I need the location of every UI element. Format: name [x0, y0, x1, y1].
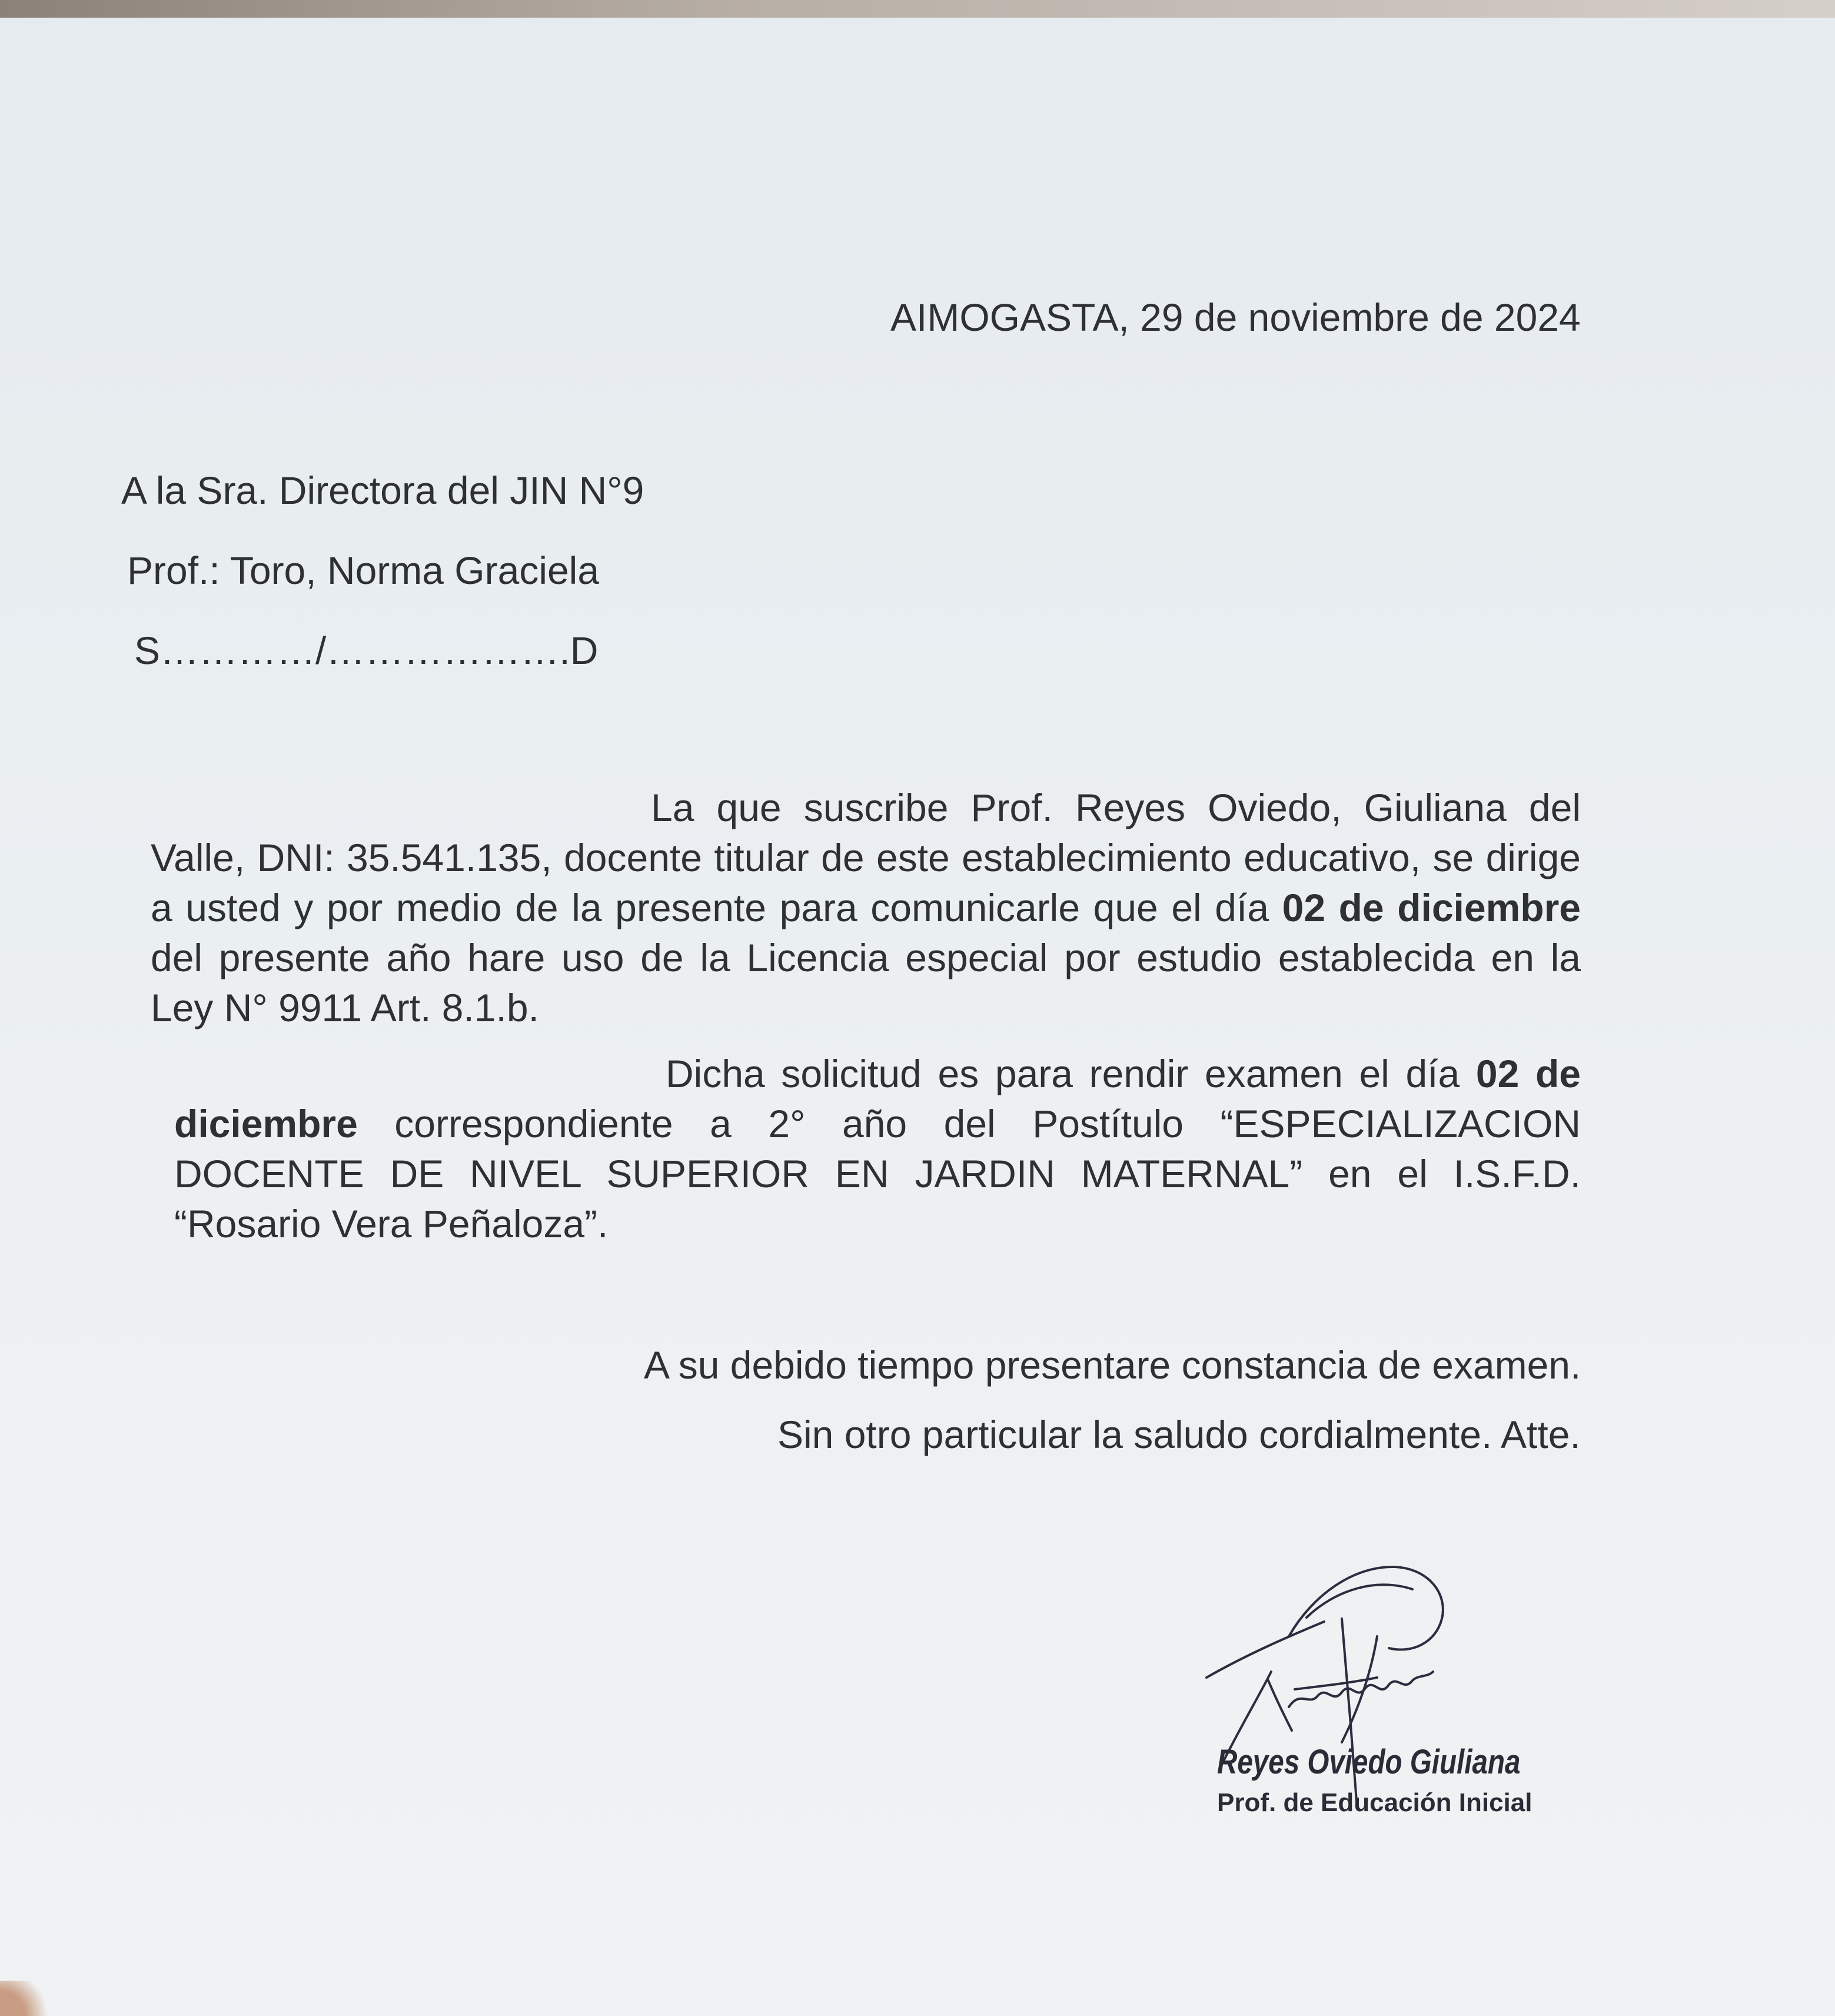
para1-text-a: La que suscribe Prof. Reyes Oviedo, Giuliana del Valle, DNI: 35.541.135, docente titular de este establecimiento educativo, se dirige a usted y por medio de la presente para comunicarle que el día — [151, 786, 1581, 929]
para1-text-c: del presente año hare uso de la Licencia especial por estudio establecida en la Ley N° 9911 Art. 8.1.b. — [151, 936, 1581, 1029]
constancia-line: A su debido tiempo presentare constancia de examen. — [644, 1343, 1581, 1387]
closing-line: Sin otro particular la saludo cordialmente. Atte. — [777, 1413, 1581, 1456]
recipient-line-1: A la Sra. Directora del JIN N°9 — [121, 469, 644, 512]
letter-page — [0, 18, 1835, 2016]
signature-stamp-name: Reyes Oviedo Giuliana — [1217, 1743, 1521, 1781]
para1-date: 02 de diciembre — [1282, 886, 1581, 929]
page-corner — [0, 1981, 53, 2016]
para2-text-c: correspondiente a 2° año del Postítulo “ESPECIALIZACION DOCENTE DE NIVEL SUPERIOR EN JARDIN MATERNAL” en el I.S.F.D. “Rosario Vera Peñaloza”. — [174, 1102, 1581, 1246]
salutation: S…………/……………….D — [134, 629, 599, 672]
place-date: AIMOGASTA, 29 de noviembre de 2024 — [890, 295, 1581, 339]
signature-stamp-title: Prof. de Educación Inicial — [1217, 1788, 1533, 1817]
recipient-line-2: Prof.: Toro, Norma Graciela — [127, 549, 600, 592]
para2-date: 02 de diciembre — [174, 1052, 1581, 1145]
body-paragraph-2 — [174, 1049, 1581, 1249]
para2-text-a: Dicha solicitud es para rendir examen el día — [666, 1052, 1476, 1095]
body-paragraph-1 — [151, 783, 1581, 1033]
